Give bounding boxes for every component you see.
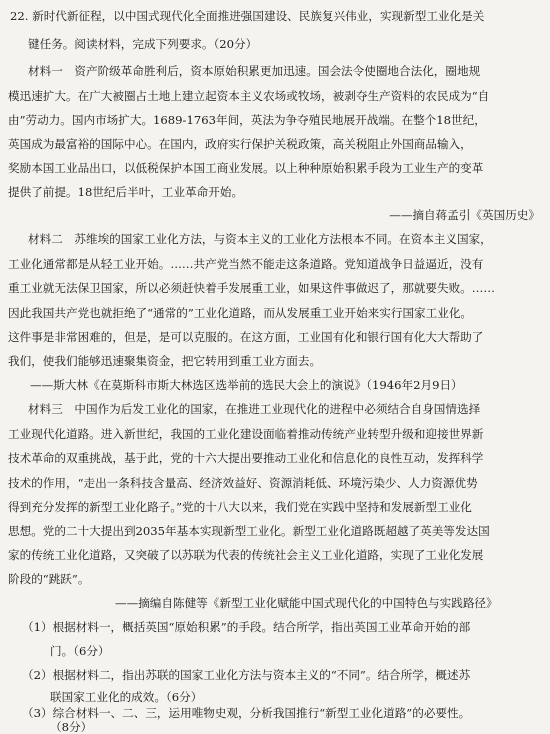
material2-source: ——斯大林《在莫斯科市斯大林选区选举前的选民大会上的演说》（1946年2月9日） [30, 378, 463, 392]
material3-source: ——摘编自陈健等《新型工业化赋能中国式现代化的中国特色与实践路径》 [115, 596, 498, 610]
question-header-line2: 键任务。阅读材料，完成下列要求。（20分） [28, 37, 258, 51]
material2-line: 材料二 苏维埃的国家工业化方法，与资本主义的工业化方法根本不同。在资本主义国家， [28, 232, 492, 246]
material1-line: 英国成为最富裕的国际中心。在国内，政府实行保护关税政策，高关税阻止外国商品输入， [8, 137, 472, 151]
material3-line: 技术的作用，“走出一条科技含量高、经济效益好、资源消耗低、环境污染少、人力资源优势 [8, 476, 478, 490]
material1-line: 由”劳动力。国内市场扩大。1689-1763年间，英法为争夺殖民地展开战端。在整个18世纪， [8, 113, 486, 127]
material1-source: ——摘自蒋孟引《英国历史》 [389, 208, 540, 222]
subquestion-2-line1: （2）根据材料二，指出苏联的国家工业化方法与资本主义的“不同”。结合所学，概述苏 [22, 668, 471, 682]
material3-line: 工业现代化道路。进入新世纪，我国的工业化建设面临着推动传统产业转型升级和迎接世界新 [8, 427, 484, 441]
material2-line: 这件事是非常困难的，但是，是可以克服的。在这方面，工业国有化和银行国有化大大帮助了 [8, 330, 484, 344]
material3-line: 得到充分发挥的新型工业化路子。”党的十八大以来，我们党在实践中坚持和发展新型工业化 [8, 500, 472, 514]
material1-line: 材料一 资产阶级革命胜利后，资本原始积累更加迅速。国会法令使圈地合法化，圈地规 [28, 64, 481, 78]
material2-line: 工业化通常都是从轻工业开始。……共产党当然不能走这条道路。党知道战争日益逼近，没有 [8, 257, 484, 271]
material3-line: 材料三 中国作为后发工业化的国家，在推进工业现代化的进程中必须结合自身国情选择 [28, 402, 481, 416]
material3-line: 阶段的“跳跃”。 [8, 572, 90, 586]
material3-line: 技术革命的双重挑战，基于此，党的十六大提出要推动工业化和信息化的良性互动，发挥科学 [8, 451, 484, 465]
subquestion-3-line2: （8分） [50, 720, 93, 734]
material2-line: 重工业就无法保卫国家，所以必须赶快着手发展重工业，如果这件事做迟了，那就要失败。…… [8, 281, 495, 295]
material3-line: 思想。党的二十大提出到2035年基本实现新型工业化。新型工业化道路既超越了英美等发达国 [8, 524, 490, 538]
material1-line: 提供了前提。18世纪后半叶，工业革命开始。 [8, 185, 244, 199]
material2-line: 我们，使我们能够迅速聚集资金，把它转用到重工业方面去。 [8, 354, 322, 368]
material1-line: 奖励本国工业品出口，以低税保护本国工商业发展。以上种种原始积累手段为工业生产的变革 [8, 161, 484, 175]
material3-line: 家的传统工业化道路，又突破了以苏联为代表的传统社会主义工业化道路，实现了工业化发展 [8, 548, 484, 562]
material1-line: 模迅速扩大。在广大被圈占土地上建立起资本主义农场或牧场，被剥夺生产资料的农民成为“自 [8, 89, 490, 103]
subquestion-1-line1: （1）根据材料一，概括英国“原始积累”的手段。结合所学，指出英国工业革命开始的部 [22, 620, 471, 634]
material2-line: 因此我国共产党也就拒绝了“通常的”工业化道路，而从发展重工业开始来实行国家工业化。 [8, 306, 473, 320]
subquestion-3-line1: （3）综合材料一、二、三，运用唯物史观，分析我国推行“新型工业化道路”的必要性。 [22, 706, 471, 720]
subquestion-1-line2: 门。（6分） [50, 644, 110, 658]
question-header-line1: 22. 新时代新征程，以中国式现代化全面推进强国建设、民族复兴伟业，实现新型工业化是关 [10, 9, 485, 23]
subquestion-2-line2: 联国家工业化的成效。（6分） [50, 690, 203, 704]
